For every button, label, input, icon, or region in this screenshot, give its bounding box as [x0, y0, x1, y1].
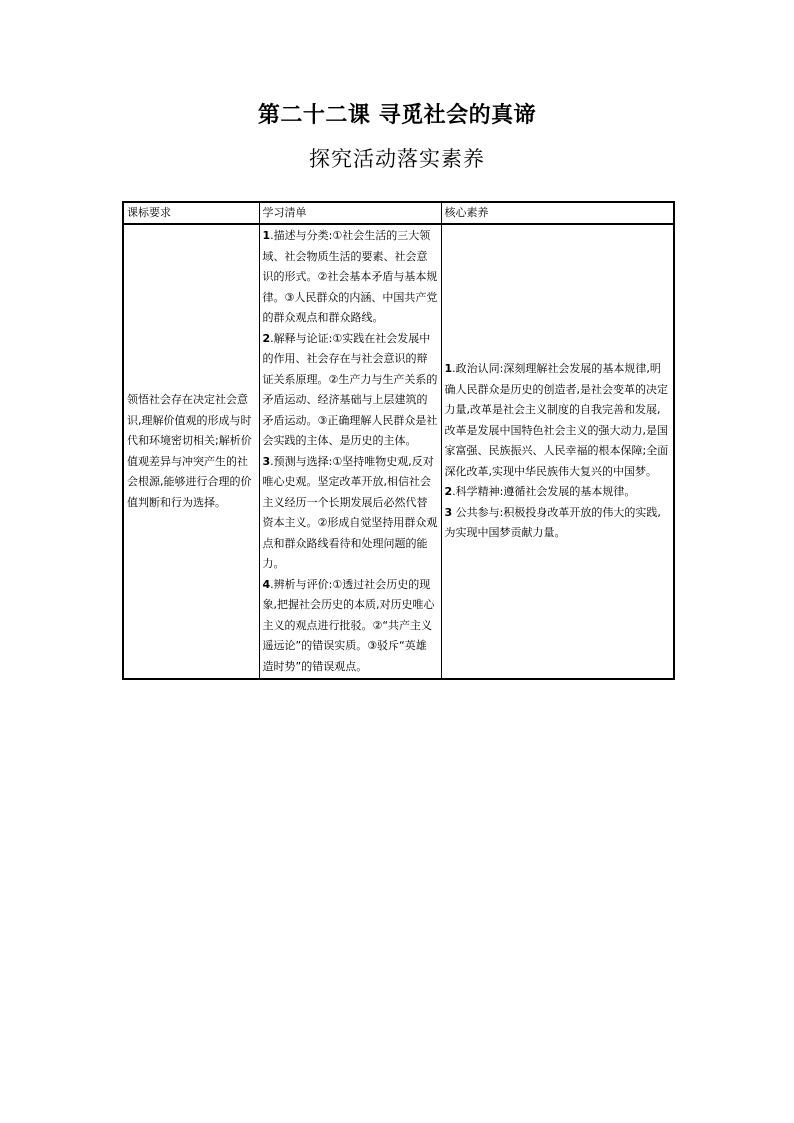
requirement-cell: 领悟社会存在决定社会意识,理解价值观的形成与时代和环境密切相关;解析价值观差异与冲突产生的社会根源,能够进行合理的价值判断和行为选择。 — [123, 224, 259, 679]
learning-item — [263, 452, 438, 575]
literacy-item — [445, 359, 671, 482]
table-row — [123, 224, 674, 679]
literacy-item — [445, 503, 671, 544]
lesson-plan-table — [122, 201, 675, 680]
learning-item — [263, 329, 438, 452]
literacy-item-number: 3 — [444, 505, 453, 519]
lesson-title: 第二十二课 寻觅社会的真谛 — [257, 103, 537, 128]
learning-item-text: .辨析与评价:①透过社会历史的现象,把握社会历史的本质,对历史唯心主义的观点进行批驳。②“共产主义遥远论”的错误实质。③驳斥“英雄造时势”的错误观点。 — [262, 577, 435, 673]
literacy-item-text: 公共参与:积极投身改革开放的伟大的实践,为实现中国梦贡献力量。 — [444, 505, 661, 540]
header-learning-list: 学习清单 — [259, 202, 441, 224]
header-core-literacy: 核心素养 — [441, 202, 674, 224]
literacy-item — [445, 482, 671, 503]
literacy-item-text: .政治认同:深刻理解社会发展的基本规律,明确人民群众是历史的创造者,是社会变革的决定力量,改革是社会主义制度的自我完善和发展,改革是发展中国特色社会主义的强大动力,是国家富强、民族振兴、人民幸福的根本保障;全面深化改革,实现中华民族伟大复兴的中国梦。 — [444, 362, 669, 478]
learning-item-number: 1 — [262, 229, 271, 242]
learning-list-cell — [259, 224, 441, 679]
learning-item-text: .预测与选择:①坚持唯物史观,反对唯心史观。坚定改革开放,相信社会主义经历一个长期发展后必然代替资本主义。②形成自觉坚持用群众观点和群众路线看待和处理问题的能力。 — [262, 454, 438, 570]
learning-item-number: 2 — [262, 331, 271, 345]
learning-item — [263, 575, 438, 678]
learning-item-number: 3 — [262, 454, 271, 468]
literacy-item-number: 2 — [444, 485, 453, 499]
table-header-row — [123, 202, 674, 224]
learning-item-text: .解释与论证:①实践在社会发展中的作用、社会存在与社会意识的辩证关系原理。②生产力与生产关系的矛盾运动、经济基础与上层建筑的矛盾运动。③正确理解人民群众是社会实践的主体、是历史的主体。 — [262, 331, 438, 447]
literacy-item-number: 1 — [444, 362, 453, 376]
core-literacy-cell — [441, 224, 674, 679]
learning-item-number: 4 — [262, 577, 271, 591]
learning-item-text: .描述与分类:①社会生活的三大领域、社会物质生活的要素、社会意识的形式。②社会基本矛盾与基本规律。③人民群众的内涵、中国共产党的群众观点和群众路线。 — [262, 229, 438, 324]
literacy-item-text: .科学精神:遵循社会发展的基本规律。 — [452, 485, 636, 499]
learning-item — [263, 226, 438, 329]
header-requirement: 课标要求 — [123, 202, 259, 224]
section-subtitle: 探究活动落实素养 — [309, 147, 485, 171]
